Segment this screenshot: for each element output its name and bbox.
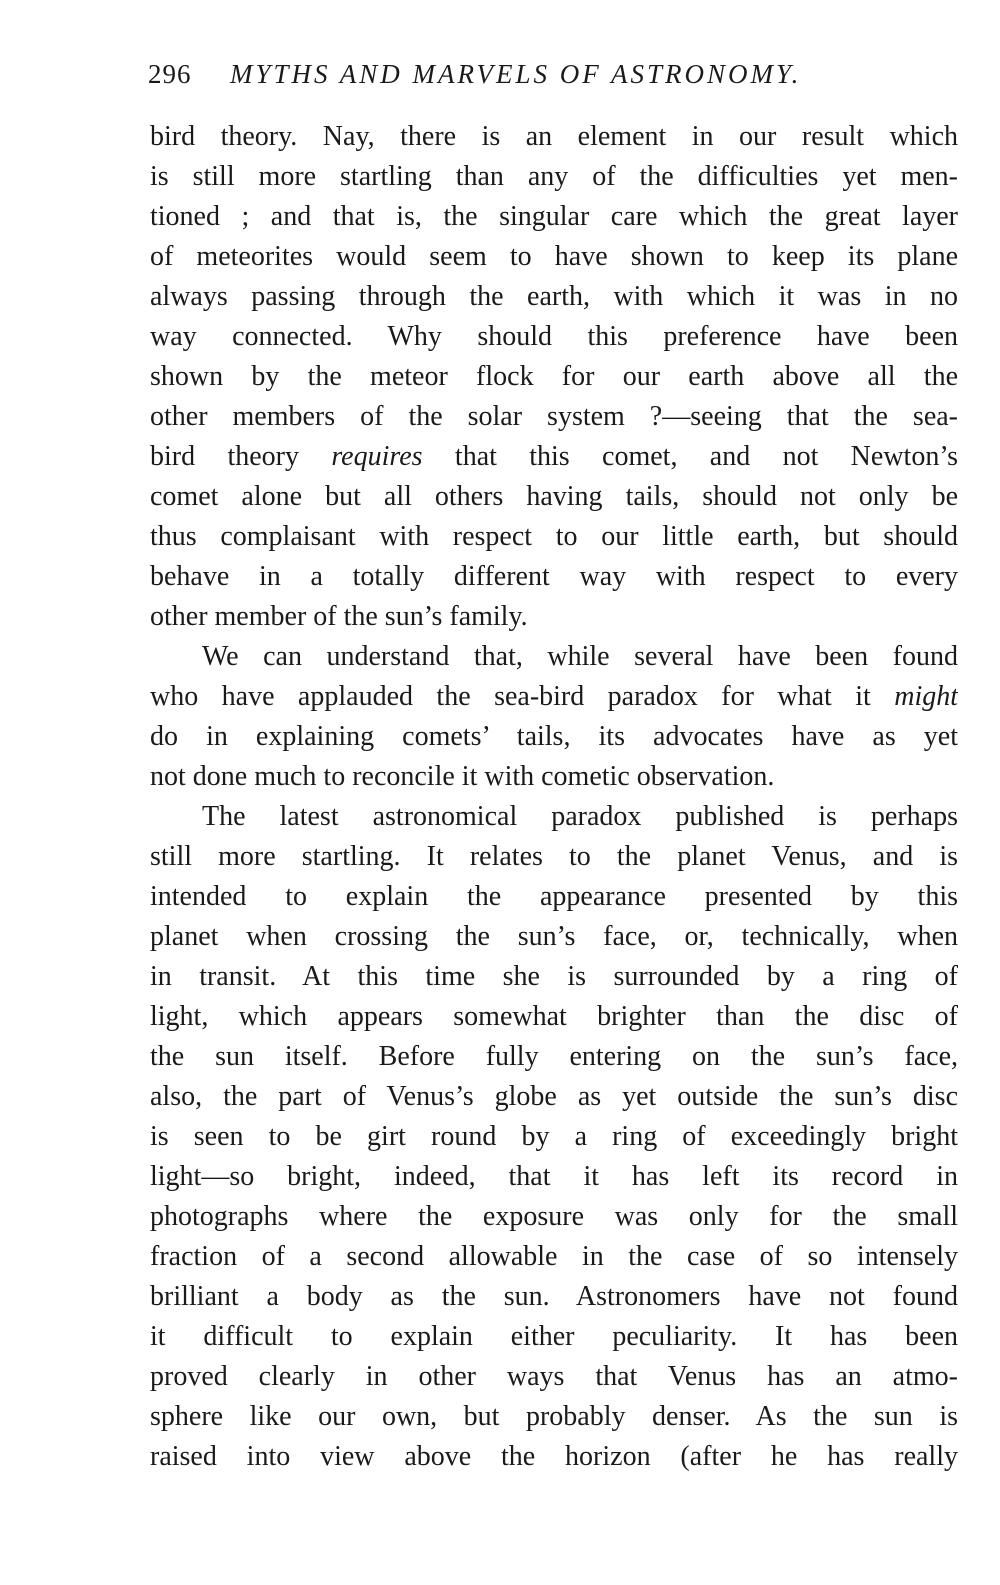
text-line: bird theory. Nay, there is an element in our result which bbox=[150, 121, 958, 152]
text-run: who have applauded the sea-bird paradox for what it bbox=[150, 681, 871, 712]
text-line: sphere like our own, but probably denser. As the sun is bbox=[150, 1401, 958, 1432]
text-line: proved clearly in other ways that Venus has an atmo- bbox=[150, 1361, 958, 1392]
body-text bbox=[150, 117, 958, 1477]
text-line: way connected. Why should this preference have been bbox=[150, 321, 958, 352]
text-run: bird theory bbox=[150, 441, 299, 472]
text-line: behave in a totally different way with respect to every bbox=[150, 561, 958, 592]
text-line: planet when crossing the sun’s face, or, technically, when bbox=[150, 921, 958, 952]
paragraph bbox=[150, 117, 958, 637]
text-line: We can understand that, while several have been found bbox=[202, 641, 958, 672]
page-header bbox=[148, 56, 868, 92]
text-line: it difficult to explain either peculiarity. It has been bbox=[150, 1321, 958, 1352]
text-line: in transit. At this time she is surrounded by a ring of bbox=[150, 961, 958, 992]
text-line: tioned ; and that is, the singular care which the great layer bbox=[150, 201, 958, 232]
text-line: thus complaisant with respect to our little earth, but should bbox=[150, 521, 958, 552]
text-line: other member of the sun’s family. bbox=[150, 601, 528, 632]
text-run: that this comet, and not Newton’s bbox=[454, 441, 958, 472]
text-line: is seen to be girt round by a ring of exceedingly bright bbox=[150, 1121, 958, 1152]
text-line: brilliant a body as the sun. Astronomers have not found bbox=[150, 1281, 958, 1312]
italic-emphasis: might bbox=[894, 681, 958, 712]
text-line: not done much to reconcile it with cometic observation. bbox=[150, 761, 775, 792]
text-line bbox=[150, 677, 958, 717]
text-line: light—so bright, indeed, that it has left its record in bbox=[150, 1161, 958, 1192]
page-number: 296 bbox=[148, 59, 192, 89]
text-line: the sun itself. Before fully entering on the sun’s face, bbox=[150, 1041, 958, 1072]
text-line: intended to explain the appearance presented by this bbox=[150, 881, 958, 912]
text-line: comet alone but all others having tails, should not only be bbox=[150, 481, 958, 512]
text-line: also, the part of Venus’s globe as yet outside the sun’s disc bbox=[150, 1081, 958, 1112]
text-line: is still more startling than any of the difficulties yet men- bbox=[150, 161, 958, 192]
text-line: shown by the meteor flock for our earth above all the bbox=[150, 361, 958, 392]
text-line bbox=[150, 437, 958, 477]
text-line: The latest astronomical paradox published is perhaps bbox=[202, 801, 958, 832]
text-line: raised into view above the horizon (after he has really bbox=[150, 1441, 958, 1472]
text-line: do in explaining comets’ tails, its advocates have as yet bbox=[150, 721, 958, 752]
text-line: still more startling. It relates to the planet Venus, and is bbox=[150, 841, 958, 872]
paragraph bbox=[150, 637, 958, 797]
text-line: fraction of a second allowable in the case of so intensely bbox=[150, 1241, 958, 1272]
text-line: of meteorites would seem to have shown to keep its plane bbox=[150, 241, 958, 272]
text-line: photographs where the exposure was only for the small bbox=[150, 1201, 958, 1232]
running-title: MYTHS AND MARVELS OF ASTRONOMY. bbox=[230, 59, 802, 89]
italic-emphasis: requires bbox=[331, 441, 423, 472]
text-line: light, which appears somewhat brighter than the disc of bbox=[150, 1001, 958, 1032]
paragraph bbox=[150, 797, 958, 1477]
text-line: always passing through the earth, with which it was in no bbox=[150, 281, 958, 312]
text-line: other members of the solar system ?—seeing that the sea- bbox=[150, 401, 958, 432]
